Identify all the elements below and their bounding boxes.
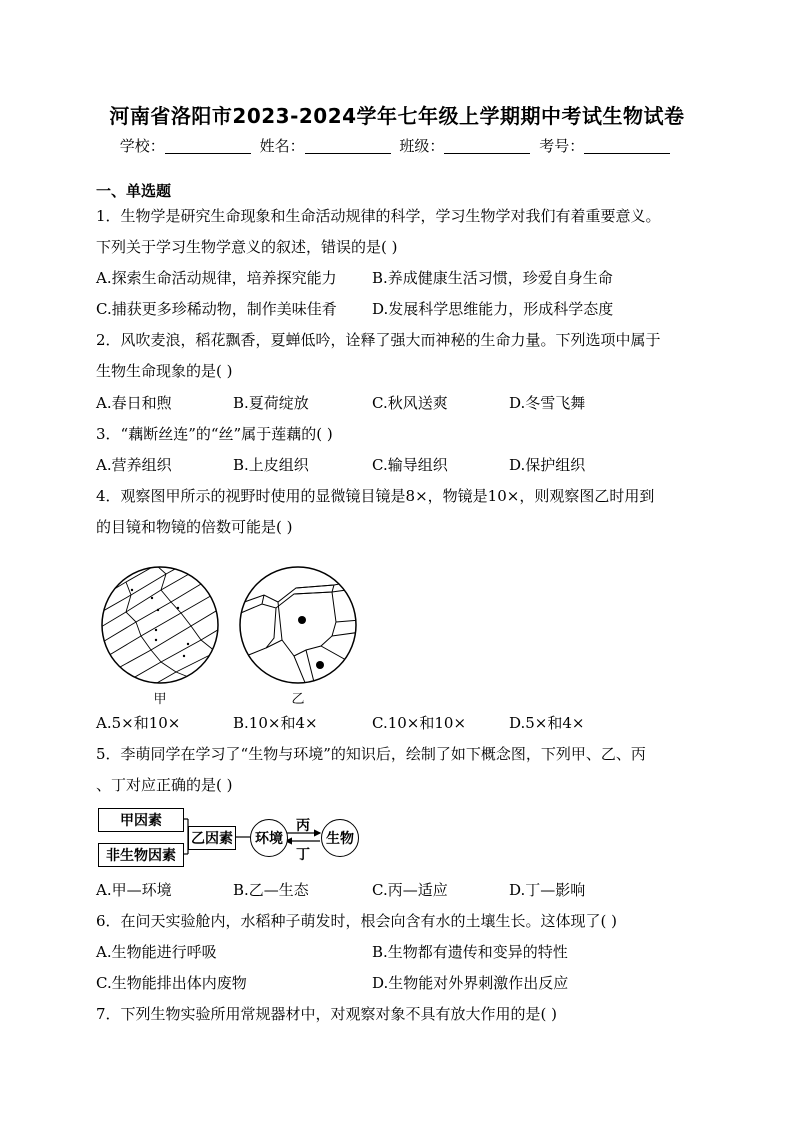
question-3-option-c[interactable]: C.输导组织 <box>372 456 448 474</box>
question-1-option-b[interactable]: B.养成健康生活习惯，珍爱自身生命 <box>372 269 613 287</box>
question-5-option-d[interactable]: D.丁—影响 <box>509 881 586 899</box>
section-heading: 一、单选题 <box>96 182 172 200</box>
concept-label-ding: 丁 <box>296 847 310 863</box>
question-6-option-b[interactable]: B.生物都有遗传和变异的特性 <box>372 943 568 961</box>
question-1-option-d[interactable]: D.发展科学思维能力，形成科学态度 <box>372 300 614 318</box>
question-5-line-2: 、丁对应正确的是( ) <box>96 776 233 794</box>
number-blank[interactable] <box>584 139 670 154</box>
question-5-line-1: 5．李萌同学在学习了“生物与环境”的知识后，绘制了如下概念图，下列甲、乙、丙 <box>96 745 646 763</box>
question-1-line-2: 下列关于学习生物学意义的叙述，错误的是( ) <box>96 238 398 256</box>
question-1-line-1: 1．生物学是研究生命现象和生命活动规律的科学，学习生物学对我们有着重要意义。 <box>96 207 661 225</box>
concept-circle-organism: 生物 <box>321 819 359 857</box>
field-of-view-yi <box>236 567 361 690</box>
question-4-option-d[interactable]: D.5×和4× <box>509 714 585 732</box>
microscope-figure <box>96 560 366 710</box>
question-6-line-1: 6．在问天实验舱内，水稻种子萌发时，根会向含有水的土壤生长。这体现了( ) <box>96 912 618 930</box>
question-2-option-a[interactable]: A.春日和煦 <box>96 394 172 412</box>
question-2-line-2: 生物生命现象的是( ) <box>96 362 233 380</box>
question-3-line-1: 3．“藕断丝连”的“丝”属于莲藕的( ) <box>96 425 333 443</box>
concept-box-yi: 乙因素 <box>188 826 236 850</box>
question-5-option-a[interactable]: A.甲—环境 <box>96 881 172 899</box>
question-2-line-1: 2．风吹麦浪，稻花飘香，夏蝉低吟，诠释了强大而神秘的生命力量。下列选项中属于 <box>96 331 661 349</box>
figure-label-jia: 甲 <box>153 692 167 707</box>
name-blank[interactable] <box>305 139 391 154</box>
page-title: 河南省洛阳市2023-2024学年七年级上学期期中考试生物试卷 <box>109 104 685 128</box>
question-4-option-c[interactable]: C.10×和10× <box>372 714 467 732</box>
figure-label-yi: 乙 <box>291 692 305 707</box>
concept-label-bing: 丙 <box>296 818 310 834</box>
class-blank[interactable] <box>444 139 530 154</box>
question-6-option-c[interactable]: C.生物能排出体内废物 <box>96 974 247 992</box>
question-5-option-c[interactable]: C.丙—适应 <box>372 881 448 899</box>
concept-box-abiotic: 非生物因素 <box>98 843 184 867</box>
concept-map <box>96 806 366 868</box>
school-blank[interactable] <box>165 139 251 154</box>
class-label: 班级： <box>399 137 445 155</box>
question-2-option-d[interactable]: D.冬雪飞舞 <box>509 394 586 412</box>
number-label: 考号： <box>539 137 585 155</box>
field-of-view-jia <box>96 560 231 700</box>
question-6-option-a[interactable]: A.生物能进行呼吸 <box>96 943 217 961</box>
question-2-option-c[interactable]: C.秋风送爽 <box>372 394 448 412</box>
question-4-option-b[interactable]: B.10×和4× <box>233 714 318 732</box>
question-3-option-b[interactable]: B.上皮组织 <box>233 456 309 474</box>
question-7-line-1: 7．下列生物实验所用常规器材中，对观察对象不具有放大作用的是( ) <box>96 1005 558 1023</box>
question-1-option-c[interactable]: C.捕获更多珍稀动物，制作美味佳肴 <box>96 300 337 318</box>
concept-circle-environment: 环境 <box>250 819 288 857</box>
question-2-option-b[interactable]: B.夏荷绽放 <box>233 394 309 412</box>
question-1-option-a[interactable]: A.探索生命活动规律，培养探究能力 <box>96 269 337 287</box>
concept-box-jia: 甲因素 <box>98 808 184 832</box>
question-3-option-d[interactable]: D.保护组织 <box>509 456 586 474</box>
question-4-option-a[interactable]: A.5×和10× <box>96 714 181 732</box>
question-4-line-1: 4．观察图甲所示的视野时使用的显微镜目镜是8×，物镜是10×，则观察图乙时用到 <box>96 487 655 505</box>
question-6-option-d[interactable]: D.生物能对外界刺激作出反应 <box>372 974 569 992</box>
name-label: 姓名： <box>259 137 305 155</box>
school-label: 学校： <box>119 137 165 155</box>
question-4-line-2: 的目镜和物镜的倍数可能是( ) <box>96 518 293 536</box>
student-info-line <box>0 135 794 156</box>
question-5-option-b[interactable]: B.乙—生态 <box>233 881 309 899</box>
question-3-option-a[interactable]: A.营养组织 <box>96 456 172 474</box>
